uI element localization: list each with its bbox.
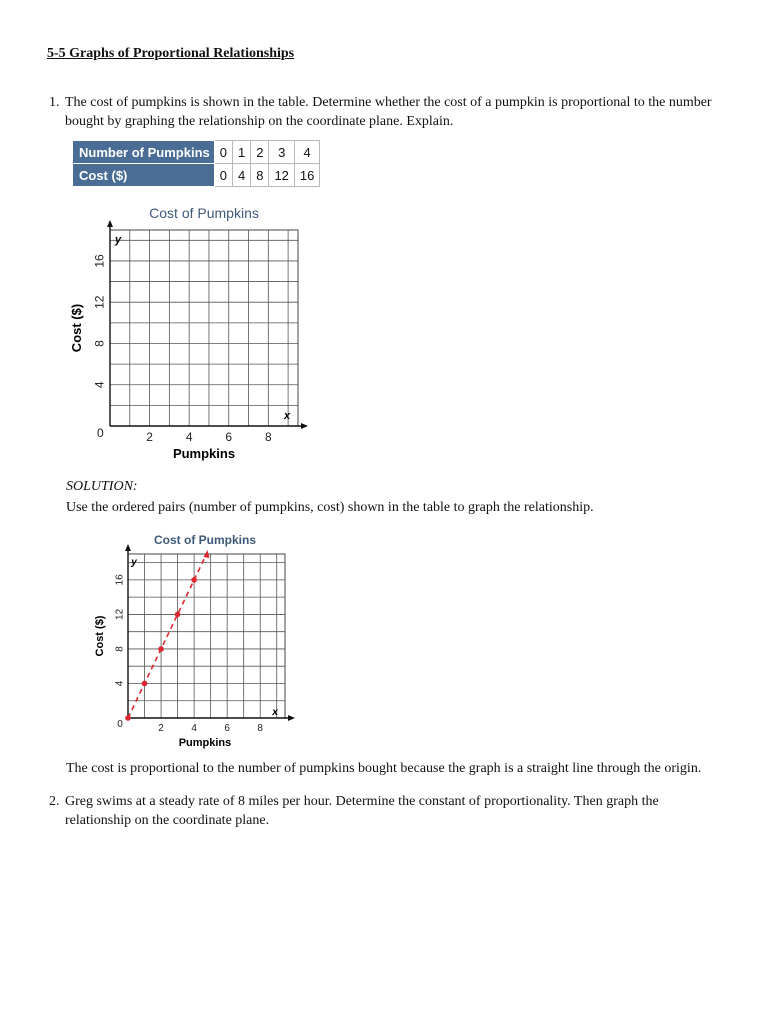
chart-grid bbox=[125, 544, 295, 721]
table-cell: 16 bbox=[294, 164, 319, 187]
table-row-header: Cost ($) bbox=[73, 164, 215, 187]
x-axis-label: Pumpkins bbox=[178, 737, 232, 749]
x-tick-label: 8 bbox=[257, 723, 263, 734]
x-tick-label: 8 bbox=[264, 430, 272, 444]
empty-coordinate-grid-chart bbox=[60, 198, 320, 470]
question-2-line-1: Greg swims at a steady rate of 8 miles per hour. Determine the constant of proportionality. Then graph the bbox=[65, 794, 659, 809]
x-axis-arrow-icon bbox=[301, 423, 308, 429]
question-1-number: 1. bbox=[49, 95, 60, 110]
chart-tick-labels bbox=[115, 574, 264, 734]
x-axis-label: Pumpkins bbox=[172, 446, 236, 461]
question-1 bbox=[49, 93, 729, 131]
table-row-header: Number of Pumpkins bbox=[73, 141, 215, 164]
table-cell: 3 bbox=[269, 141, 294, 164]
x-axis-letter: x bbox=[272, 707, 278, 718]
plot-frame bbox=[128, 554, 285, 718]
data-point bbox=[142, 681, 148, 687]
y-tick-label: 4 bbox=[114, 680, 126, 687]
chart-title: Cost of Pumpkins bbox=[153, 533, 257, 547]
conclusion-text: The cost is proportional to the number of pumpkins bought because the graph is a straight line through the origin. bbox=[66, 761, 702, 776]
x-tick-label: 2 bbox=[146, 430, 153, 444]
y-tick-label: 4 bbox=[92, 381, 107, 389]
x-tick-label: 6 bbox=[224, 723, 230, 734]
y-tick-label: 8 bbox=[92, 340, 107, 347]
question-2-number: 2. bbox=[49, 794, 60, 809]
pumpkin-cost-table bbox=[72, 140, 320, 187]
y-axis-letter: y bbox=[131, 557, 137, 568]
y-tick-label: 8 bbox=[114, 646, 126, 652]
table-row bbox=[73, 141, 320, 164]
solution-label: SOLUTION: bbox=[66, 479, 138, 494]
table-cell: 4 bbox=[232, 164, 250, 187]
x-tick-label: 4 bbox=[185, 430, 193, 444]
chart-tick-labels bbox=[92, 254, 272, 444]
x-axis-arrow-icon bbox=[288, 715, 295, 721]
y-axis-label: Cost ($) bbox=[94, 615, 106, 657]
table-cell: 4 bbox=[294, 141, 319, 164]
y-axis-arrow-icon bbox=[107, 220, 113, 227]
data-point bbox=[158, 646, 164, 652]
table-cell: 2 bbox=[251, 141, 269, 164]
x-axis-letter: x bbox=[283, 410, 291, 422]
page-title: 5-5 Graphs of Proportional Relationships bbox=[47, 46, 295, 61]
y-tick-label: 12 bbox=[92, 295, 107, 309]
y-tick-label: 0 bbox=[117, 719, 123, 730]
x-tick-label: 6 bbox=[225, 430, 233, 444]
plot-frame bbox=[110, 230, 298, 426]
table-cell: 8 bbox=[251, 164, 269, 187]
pumpkin-cost-graph bbox=[88, 528, 298, 753]
data-point bbox=[191, 577, 197, 583]
y-tick-label: 0 bbox=[97, 425, 104, 440]
y-axis-letter: y bbox=[114, 234, 122, 246]
data-point bbox=[125, 715, 131, 721]
question-2 bbox=[49, 792, 729, 830]
chart-grid bbox=[107, 220, 308, 429]
x-tick-label: 4 bbox=[191, 723, 197, 734]
y-tick-label: 12 bbox=[114, 608, 126, 620]
y-tick-label: 16 bbox=[92, 254, 107, 268]
table-row bbox=[73, 164, 320, 187]
table-cell: 0 bbox=[214, 141, 232, 164]
question-1-line-1: The cost of pumpkins is shown in the table. Determine whether the cost of a pumpkin is proportional to the number bbox=[65, 95, 712, 110]
table-cell: 12 bbox=[269, 164, 294, 187]
table-cell: 1 bbox=[232, 141, 250, 164]
question-2-line-2: relationship on the coordinate plane. bbox=[65, 813, 270, 828]
chart-title: Cost of Pumpkins bbox=[149, 205, 259, 221]
chart-series bbox=[125, 550, 209, 721]
question-1-line-2: bought by graphing the relationship on the coordinate plane. Explain. bbox=[65, 114, 454, 129]
y-axis-label: Cost ($) bbox=[69, 303, 84, 353]
y-axis-arrow-icon bbox=[125, 544, 131, 551]
table-cell: 0 bbox=[214, 164, 232, 187]
x-tick-label: 2 bbox=[158, 723, 164, 734]
solution-text: Use the ordered pairs (number of pumpkins, cost) shown in the table to graph the relationship. bbox=[66, 500, 594, 515]
y-tick-label: 16 bbox=[114, 574, 126, 586]
data-point bbox=[175, 612, 181, 618]
